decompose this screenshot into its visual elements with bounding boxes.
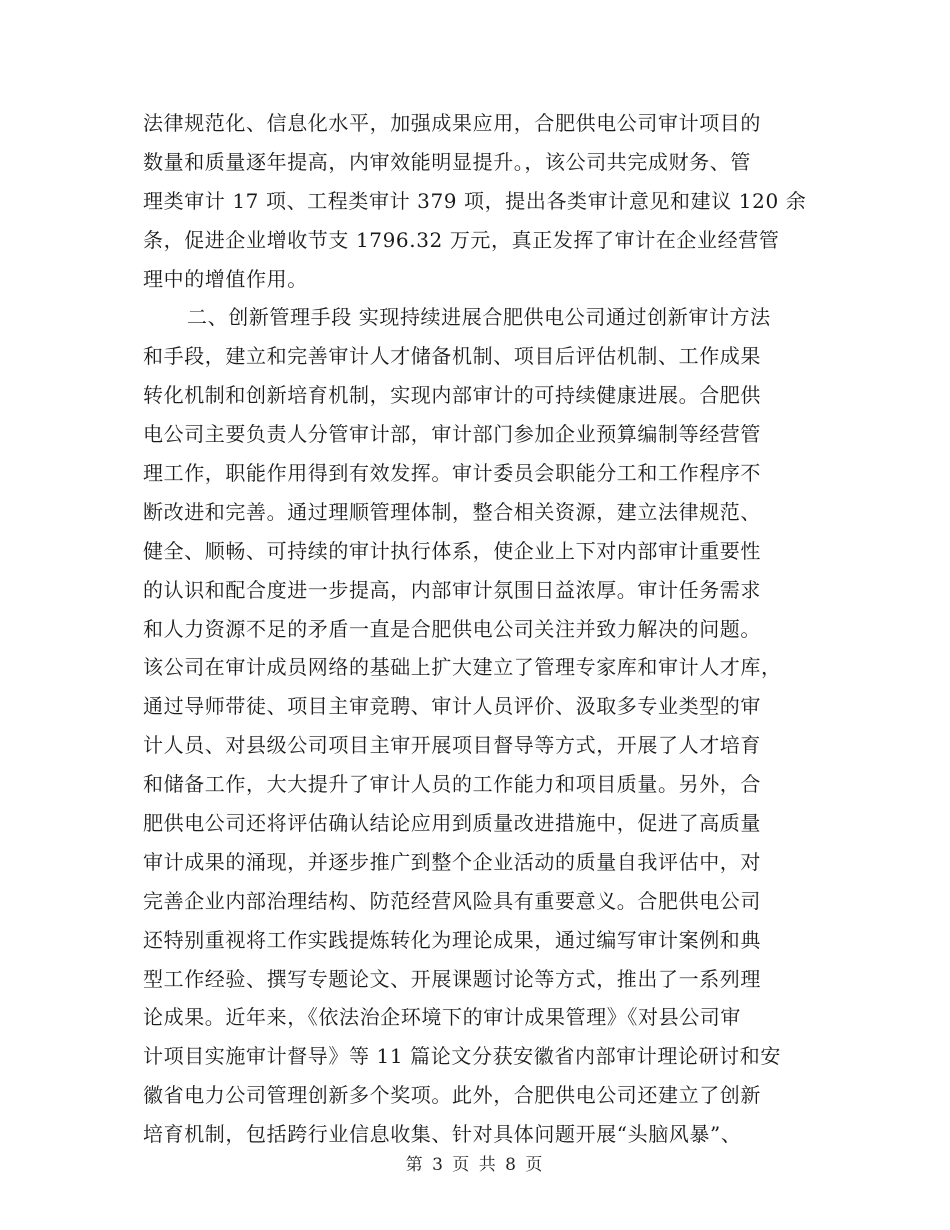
- text-line: 完善企业内部治理结构、防范经营风险具有重要意义。合肥供电公司: [143, 888, 761, 913]
- text-line: 肥供电公司还将评估确认结论应用到质量改进措施中，促进了高质量: [143, 811, 761, 836]
- text-line: 徽省电力公司管理创新多个奖项。此外，合肥供电公司还建立了创新: [143, 1083, 761, 1108]
- text-line: 健全、顺畅、可持续的审计执行体系，使企业上下对内部审计重要性: [143, 538, 761, 563]
- text-line: 理工作，职能作用得到有效发挥。审计委员会职能分工和工作程序不: [143, 461, 761, 486]
- text-line: 和储备工作，大大提升了审计人员的工作能力和项目质量。另外，合: [143, 772, 761, 797]
- text-line: 断改进和完善。通过理顺管理体制，整合相关资源，建立法律规范、: [143, 499, 761, 524]
- text-line: 论成果。近年来，《依法治企环境下的审计成果管理》《对县公司审: [143, 1005, 741, 1030]
- text-line: 培育机制，包括跨行业信息收集、针对具体问题开展“头脑风暴”、: [143, 1122, 742, 1147]
- text-line: 的认识和配合度进一步提高，内部审计氛围日益浓厚。审计任务需求: [143, 577, 761, 602]
- text-line: 转化机制和创新培育机制，实现内部审计的可持续健康进展。合肥供: [143, 383, 761, 408]
- text-line: 电公司主要负责人分管审计部，审计部门参加企业预算编制等经营管: [143, 422, 761, 447]
- text-line: 和人力资源不足的矛盾一直是合肥供电公司关注并致力解决的问题。: [143, 616, 761, 641]
- text-line: 型工作经验、撰写专题论文、开展课题讨论等方式，推出了一系列理: [143, 966, 761, 991]
- text-line: 和手段，建立和完善审计人才储备机制、项目后评估机制、工作成果: [143, 344, 761, 369]
- text-line: 计项目实施审计督导》等 11 篇论文分获安徽省内部审计理论研讨和安: [143, 1044, 781, 1069]
- page-number-footer: 第 3 页 共 8 页: [405, 1155, 545, 1175]
- text-line: 计人员、对县级公司项目主审开展项目督导等方式，开展了人才培育: [143, 733, 761, 758]
- text-line: 通过导师带徒、项目主审竞聘、审计人员评价、汲取多专业类型的审: [143, 694, 761, 719]
- text-line: 数量和质量逐年提高，内审效能明显提升。，该公司共完成财务、管: [143, 149, 751, 174]
- document-body: [143, 104, 809, 1154]
- text-line: 条，促进企业增收节支 1796.32 万元，真正发挥了审计在企业经营管: [143, 227, 780, 252]
- text-line: 理中的增值作用。: [143, 266, 308, 291]
- text-line: 理类审计 17 项、工程类审计 379 项，提出各类审计意见和建议 120 余: [143, 188, 807, 213]
- text-line: 审计成果的涌现，并逐步推广到整个企业活动的质量自我评估中，对: [143, 849, 761, 874]
- text-line: 还特别重视将工作实践提炼转化为理论成果，通过编写审计案例和典: [143, 927, 761, 952]
- text-line: 该公司在审计成员网络的基础上扩大建立了管理专家库和审计人才库，: [143, 655, 782, 680]
- text-line: 法律规范化、信息化水平，加强成果应用，合肥供电公司审计项目的: [143, 111, 761, 135]
- section-heading-line: 二、创新管理手段 实现持续进展合肥供电公司通过创新审计方法: [187, 305, 771, 330]
